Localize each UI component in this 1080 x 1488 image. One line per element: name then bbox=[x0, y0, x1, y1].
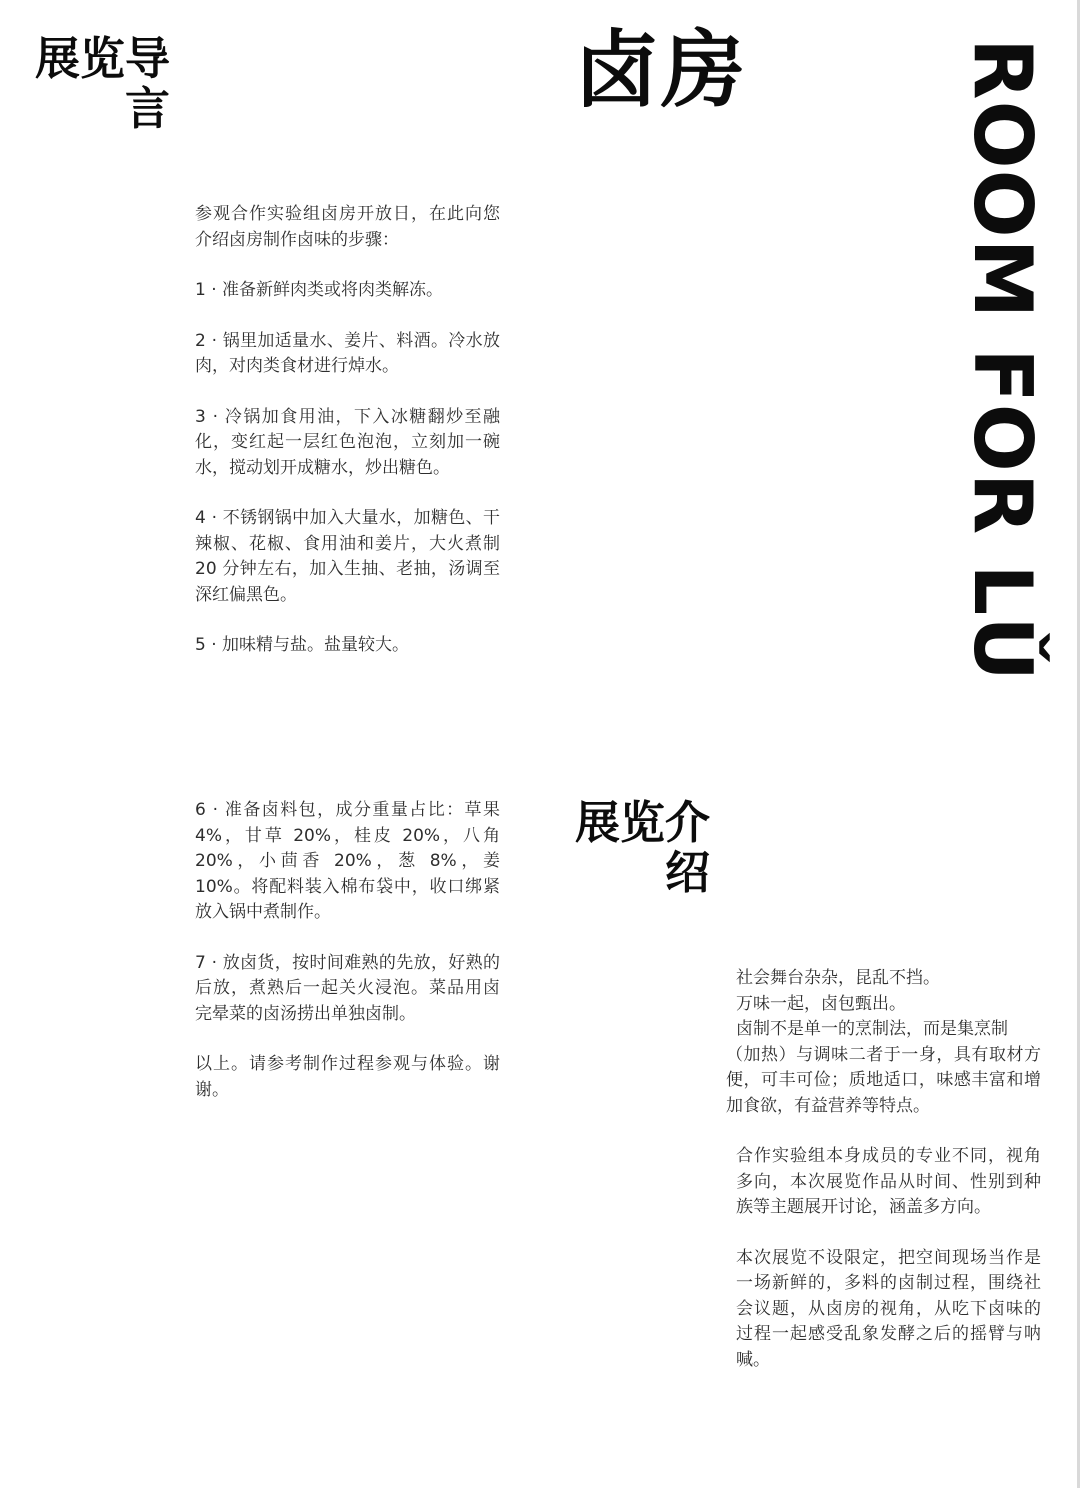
guide-heading-line1: 展览导 bbox=[34, 32, 170, 85]
step-item: 2 · 锅里加适量水、姜片、料酒。冷水放肉，对肉类食材进行焯水。 bbox=[195, 330, 500, 376]
english-title: ROOM FOR LǓ bbox=[956, 38, 1049, 683]
intro-heading bbox=[550, 798, 710, 897]
steps-section-part1 bbox=[195, 202, 500, 659]
step-item: 1 · 准备新鲜肉类或将肉类解冻。 bbox=[195, 280, 444, 300]
step-item: 3 · 冷锅加食用油，下入冰糖翻炒至融化，变红起一层红色泡泡，立刻加一碗水，搅动划开成糖水，炒出糖色。 bbox=[195, 406, 500, 478]
steps-intro: 参观合作实验组卤房开放日，在此向您介绍卤房制作卤味的步骤： bbox=[195, 204, 500, 250]
intro-heading-line1: 展览介 bbox=[574, 796, 710, 849]
intro-heading-line2: 绍 bbox=[664, 845, 710, 899]
intro-line: 社会舞台杂杂，昆乱不挡。 bbox=[736, 968, 940, 988]
intro-line: 万味一起，卤包甄出。 bbox=[736, 993, 906, 1014]
main-title: 卤房 bbox=[575, 21, 748, 119]
intro-paragraph: 合作实验组本身成员的专业不同，视角多向，本次展览作品从时间、性别到种族等主题展开讨论，涵盖多方向。 bbox=[736, 1146, 1041, 1217]
intro-line: 卤制不是单一的烹制法，而是集烹制 bbox=[736, 1019, 1008, 1039]
steps-section-part2 bbox=[195, 798, 500, 1103]
intro-body bbox=[726, 966, 1041, 1373]
intro-line: （加热）与调味二者于一身，具有取材方便，可丰可俭；质地适口，味感丰富和增加食欲，有益营养等特点。 bbox=[726, 1044, 1041, 1116]
guide-heading-line2: 言 bbox=[124, 81, 170, 135]
intro-paragraph bbox=[726, 966, 1041, 1119]
guide-heading bbox=[20, 34, 170, 133]
closing-note: 以上。请参考制作过程参观与体验。谢谢。 bbox=[195, 1054, 500, 1100]
step-item: 4 · 不锈钢锅中加入大量水，加糖色、干辣椒、花椒、食用油和姜片，大火煮制 20 分钟左右，加入生抽、老抽，汤调至深红偏黑色。 bbox=[195, 508, 500, 605]
step-item: 6 · 准备卤料包，成分重量占比：草果 4%，甘草 20%，桂皮 20%，八角 20%，小茴香 20%，葱 8%，姜 10%。将配料装入棉布袋中，收口绑紧放入锅中煮制作。 bbox=[195, 800, 500, 922]
intro-paragraph: 本次展览不设限定，把空间现场当作是一场新鲜的，多料的卤制过程，围绕社会议题，从卤房的视角，从吃下卤味的过程一起感受乱象发酵之后的摇臂与呐喊。 bbox=[736, 1247, 1041, 1370]
step-item: 5 · 加味精与盐。盐量较大。 bbox=[195, 635, 410, 655]
step-item: 7 · 放卤货，按时间难熟的先放，好熟的后放，煮熟后一起关火浸泡。菜品用卤完晕菜的卤汤捞出单独卤制。 bbox=[195, 952, 500, 1024]
